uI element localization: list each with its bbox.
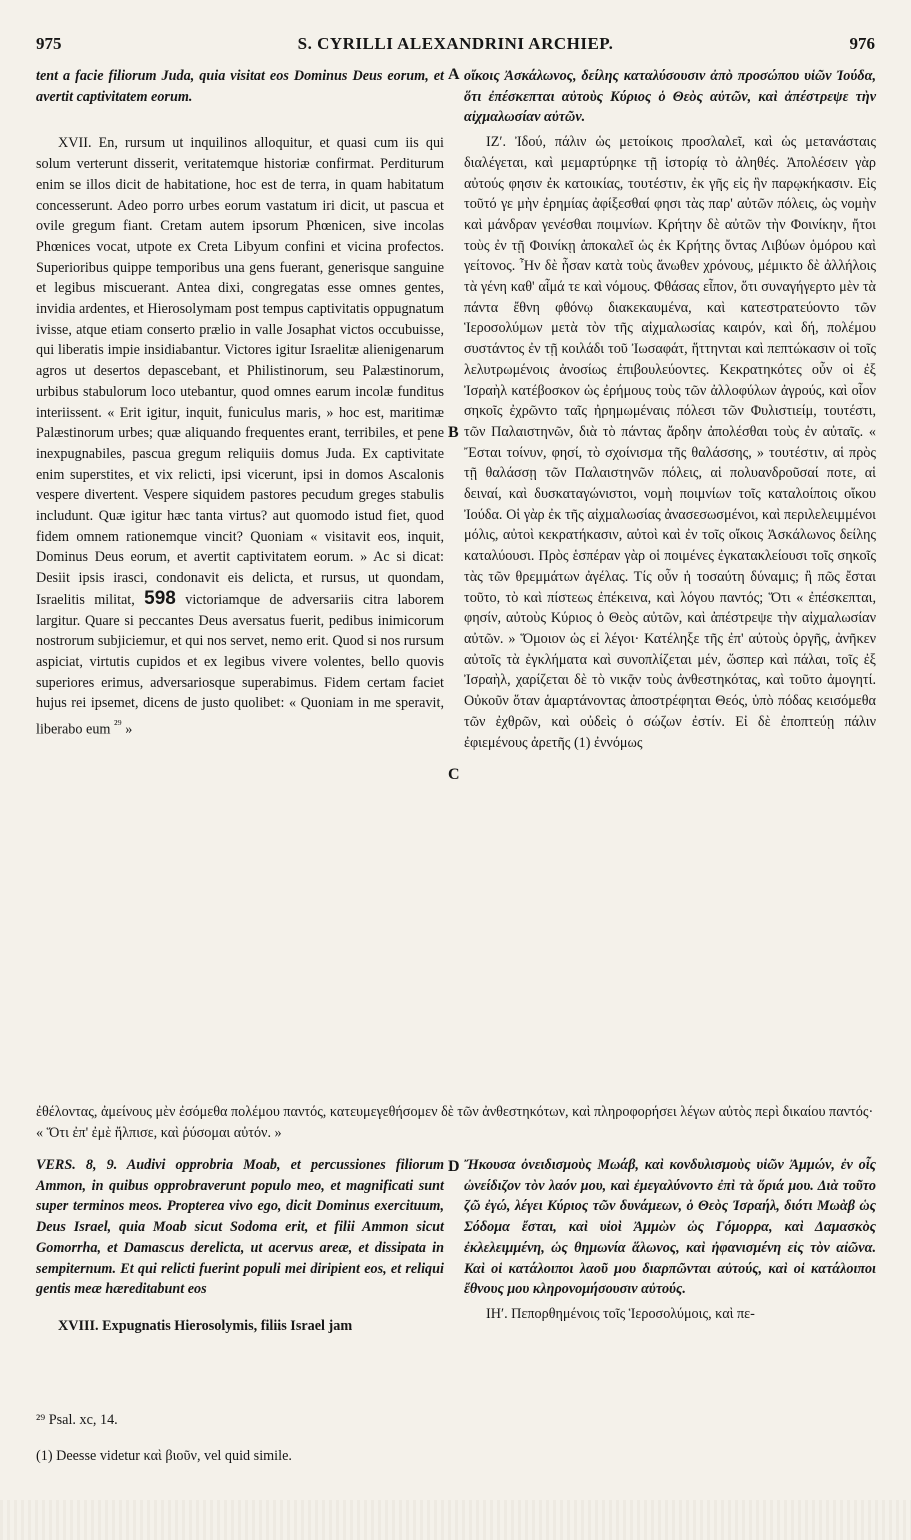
footnote-1: ²⁹ Psal. xc, 14. (36, 1412, 118, 1428)
latin-column (36, 66, 444, 741)
inline-page-number: 598 (144, 587, 176, 609)
latin-section-xvii (36, 133, 444, 740)
latin-xvii-text: XVII. En, rursum ut inquilinos alloquitur, et quasi cum iis qui solum verterunt disserit, veritatemque historiæ confirmat. Perditurum enim se illos dicit de habitatione, hoc est de terra, in quam habitatum concesserunt. Adeo porro urbes eorum vastatum iri dicit, ut pascua et ovile gregum fiant. Cretam autem ipsorum Phœnicen, sive incolas Phœnices vocat, utpote ex Creta Libyum confini et vicina profectos. Superioribus quippe temporibus una gens fuerant, generisque sanguine et legibus miscuerant. Antea dixi, congregatas esse omnes gentes, invidia ardentes, et Hierosolymam post tempus captivitatis oppugnatum ivisse, atque etiam conserto prælio in valle Josaphat victos occubuisse, qui liberatis impie insidiabantur. Victores igitur Israelitæ alienigenarum agros ut desertos depascebant, et Philistinorum, seu Palæstinorum, urbibus stabulorum loco utebantur, quod omnes earum incolæ funditus interiissent. « Erit igitur, inquit, funiculus maris, » hoc est, maritimæ Palæstinorum urbes; quæ aliquando frequentes erant, terribiles, et pene inexpugnabiles, pascua gregum reliquiis domus Juda. Ex captivitate enim superstites, et vix relicti, ipsi vicerunt, ipsi in domos Ascalonis vespere divertent. Vespere siquidem pastores pecudum greges stabulis includunt. Quæ igitur hæc tanta virtus? aut quomodo istud fiet, quod fidem omnem rationemque vincit? Quoniam « visitavit eos, inquit, Dominus Deus eorum, et avertit captivitatem eorum. » Ac si dicat: Desiit ipsis irasci, condonavit eis delicta, et rursus, ut quondam, Israelitis militat, (36, 135, 444, 608)
margin-marker-d: D (448, 1158, 460, 1175)
greek-top-text: οἴκοις Ἀσκάλωνος, δείλης καταλύσουσιν ἀπὸ προσώπου υἱῶν Ἰούδα, ὅτι ἐπέσκεπται αὐτοὺς Κύριος ὁ Θεὸς αὐτῶν, καὶ ἀπέστρεψε τὴν αἰχμαλωσίαν αὐτῶν. (464, 68, 876, 126)
greek-verse-8-9: Ἤκουσα ὀνειδισμοὺς Μωάβ, καὶ κονδυλισμοὺς υἱῶν Ἀμμών, ἐν οἷς ὠνείδιζον τὸν λαόν μου, καὶ ἐμεγαλύνοντο ἐπὶ τὰ ὅριά μου. Διὰ τοῦτο ζῶ ἐγώ, λέγει Κύριος τῶν δυνάμεων, ὁ Θεὸς Ἰσραήλ, διότι Μωὰβ ὡς Σόδομα ἔσται, καὶ υἱοὶ Ἀμμὼν ὡς Γόμορρα, καὶ Δαμασκὸς ἐκλελειμμένη, ὡς θημωνία ἅλωνος, καὶ ἠφανισμένη εἰς τὸν αἰῶνα. Καὶ οἱ κατάλοιποι λαοῦ μου διαρπῶνται αὐτούς, καὶ οἱ κατάλοιποι ἔθνους μου κληρονομήσουσιν αὐτούς. (464, 1157, 876, 1298)
footnote-2: (1) Deesse videtur καὶ βιοῦν, vel quid simile. (36, 1448, 292, 1464)
latin-xvii-continued: victoriamque de adversariis citra laborem largitur. Quare si peccantes Deus aversatus fuerit, pedibus inimicorum nostrorum subjiciemur, et qui nos servet, nemo erit. Quod si nos rursum aspiciat, virtutis cupidos et ex legibus vivere volentes, bello quovis superiores erimus, adversariosque superabimus. Fidem certam faciet hujus rei ipsemet, dicens de justo quolibet: « Quoniam in me speravit, liberabo eum (36, 591, 445, 738)
latin-verse-block (36, 1155, 444, 1337)
margin-marker-a: A (448, 66, 460, 83)
column-number-left: 975 (36, 34, 62, 53)
latin-verse-8-9: VERS. 8, 9. Audivi opprobria Moab, et percussiones filiorum Ammon, in quibus opprobraverunt populo meo, et magnificati sunt super terminos meos. Propterea vivo ego, dicit Dominus exercituum, Deus Israel, quia Moab sicut Sodoma erit, et filii Ammon sicut Gomorrha, et Damascus derelicta, ut acervus areæ, et dissipata in sempiternum. Et qui relicti fuerint populi mei diripient eos, et reliqui gentis meæ hæreditabunt eos (36, 1157, 444, 1298)
greek-verse-block (464, 1155, 876, 1325)
page-header (36, 34, 875, 60)
greek-spanning-lines: ἐθέλοντας, ἀμείνους μὲν ἐσόμεθα πολέμου παντός, κατευμεγεθήσομεν δὲ τῶν ἀνθεστηκότων, καὶ πληροφορήσει λέγων αὐτὸς περὶ δικαίου παντός· « Ὅτι ἐπ' ἐμὲ ἤλπισε, καὶ ῥύσομαι αὐτόν. » (36, 1104, 874, 1141)
running-title: S. CYRILLI ALEXANDRINI ARCHIEP. (297, 34, 614, 53)
scan-noise (0, 1500, 911, 1540)
close-quote: » (121, 721, 133, 738)
latin-section-xviii: XVIII. Expugnatis Hierosolymis, filiis Israel jam (58, 1317, 353, 1334)
footnote-ref: ²⁹ (114, 717, 122, 732)
column-number-right: 976 (849, 34, 875, 53)
margin-marker-b: B (448, 424, 459, 441)
greek-section-iz: ΙΖʹ. Ἰδού, πάλιν ὡς μετοίκοις προσλαλεῖ, καὶ ὡς μετανάσταις διαλέγεται, καὶ μεμαρτύρηκε τῇ ἱστορίᾳ τὸ ἀληθές. Ἀπολέσειν γὰρ αὐτούς φησιν ἐκ κατοικίας, τουτέστιν, ἐκ γῆς εἰς ἣν παρῳκήκασιν. Εἰς τοῦτό γε μὴν ἐρημίας ἀφίξεσθαί φησι τὰς παρ' αὐτῶν πόλεις, ὡς νομὴν καὶ μάνδραν γενέσθαι ποιμνίων. Κρήτην δὲ αὐτῶν τὴν Φοινίκην, ἤτοι τοὺς ἐν τῇ Φοινίκῃ ἀποκαλεῖ ὡς ἐκ Κρήτης ὄντας Λιβύων ὁμόρου καὶ γείτονος. Ἦν δὲ ἦσαν κατὰ τοὺς ἄνωθεν χρόνους, μέμικτο δὲ ἀλλήλοις τὰ γένη καθ' αἷμά τε καὶ νόμους. Φθάσας εἶπον, ὅτι συναγήγερτο μὲν τὰ πάντα ἔθνη φθόνῳ διακεκαυμένα, καὶ κατεστρατεύοντο τῶν Ἱεροσολύμων μετὰ τὸν τῆς αἰχμαλωσίας καιρόν, καὶ δή, πολέμου συστάντος ἐν τῇ κοιλάδι τοῦ Ἰωσαφάτ, ἥττηνται καὶ πεπτώκασιν οἱ τοῖς λελυτρωμένοις ἀνοσίως ἐπιβουλεύοντες. Κεκρατηκότες οὖν οἱ ἐξ Ἰσραὴλ κατέβοσκον ὡς ἐρήμους τοὺς τῶν ἀλλοφύλων ἀγρούς, καὶ οἷον σηκοῖς ἐχρῶντο ταῖς ἠρημωμέναις πόλεσι τῶν Φυλιστιείμ, τουτέστι, τῶν Παλαιστηνῶν, διὰ τὸ πάντας ἄρδην ἀπολέσθαι τοὺς ἐν αὐταῖς. « Ἔσται τοίνυν, φησί, τὸ σχοίνισμα τῆς θαλάσσης, » τουτέστιν, αἱ πρὸς τῇ θαλάσσῃ τῶν Παλαιστηνῶν πόλεις, αἱ πολυανδροῦσαί ποτε, αἱ δειναί, καὶ δυσκαταγώνιστοι, νομὴ ποιμνίων τοῖς καταλοίποις οἴκου Ἰούδα. Οἱ γὰρ ἐκ τῆς αἰχμαλωσίας ἀνασεσωσμένοι, καὶ περιλελειμμένοι μόλις, αὐτοὶ κεκρατήκασιν, αὐτοὶ καὶ ἐν τοῖς οἴκοις Ἀσκάλωνος δείλης καταλύουσι. Πρὸς ἑσπέραν γὰρ οἱ ποιμένες ἐγκατακλείουσι τοῖς σηκοῖς τὰς τῶν θρεμμάτων ἀγέλας. Τίς οὖν ἡ τοσαύτη δύναμις; ἢ πῶς ἔσται τοῦτο, τὸ καὶ πίστεως ἐπέκεινα, καὶ λόγου παντός; Ὅτι « ἐπέσκεπται, φησίν, αὐτοὺς Κύριος ὁ Θεὸς αὐτῶν, καὶ ἀπέστρεψε τὴν αἰχμαλωσίαν αὐτῶν. » Ὅμοιον ὡς εἰ λέγοι· Κατέληξε τῆς ἐπ' αὐτοὺς ὀργῆς, ἀνῆκεν αὐτοῖς τὰ ἐγκλήματα καὶ συνοπλίζεται μέν, ὥσπερ καὶ πάλαι, τοῖς ἐξ Ἰσραὴλ, χαρίζεται δὲ τὸ νικᾷν τοὺς ἀνθεστηκότας, καὶ τοῦτο ἀμογητί. Οὐκοῦν ὅταν ἁμαρτάνοντας ἀποστρέφηται Θεός, ὑπὸ πόδας κεισόμεθα τῶν ἐχθρῶν, καὶ οὐδεὶς ὁ σώζων ἐστίν. Εἰ δὲ ἐποπτεύῃ πάλιν ἐφιεμένους ἀρετῆς (1) ἐννόμως (464, 134, 876, 751)
latin-top-text: tent a facie filiorum Juda, quia visitat eos Dominus Deus eorum, et avertit captivitatem eorum. (36, 68, 444, 105)
greek-section-ih: ΙΗʹ. Πεπορθημένοις τοῖς Ἱεροσολύμοις, καὶ πε- (486, 1305, 755, 1322)
margin-marker-c: C (448, 766, 460, 783)
greek-column (464, 66, 876, 753)
